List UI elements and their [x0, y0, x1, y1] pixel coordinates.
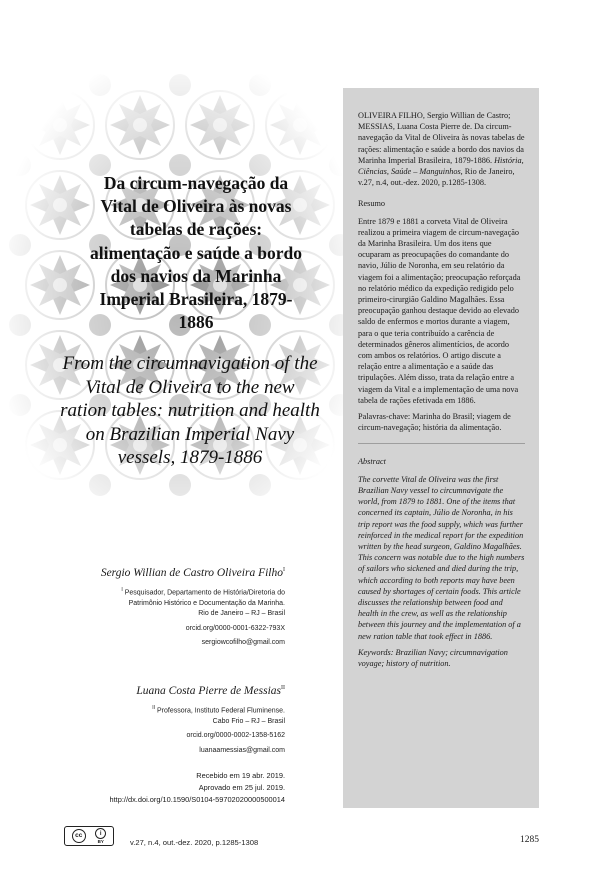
abstract-label: Abstract: [358, 457, 386, 467]
palavras-chave: Palavras-chave: Marinha do Brasil; viagem de circum-navegação; história da alimentação.: [358, 412, 511, 433]
author-email[interactable]: luanaamessias@gmail.com: [199, 746, 285, 754]
submission-dates: [196, 770, 285, 794]
author-marker: II: [281, 685, 285, 691]
resumo-text: Entre 1879 e 1881 a corveta Vital de Oliveira realizou a primeira viagem de circum-navegação da Marinha Brasileira. Um dos itens que ocuparam as preocupações do comandante do navio, Júlio de Noronha, em seu relatório da viagem foi a alimentação; preocupação reforçada no relatório médico da expedição redigido pelo primeiro-cirurgião Galdino Magalhães. Essa preocupação ganhou destaque devido ao elevado saldo de enfermos e mortos durante a viagem, para o que teria contribuído a carência de determinados gêneros alimentícios, de acordo com ambos os relatórios. O artigo discute a relação entre a alimentação e a saúde das tripulações. Além disso, trata da relação entre a viagem da Vital e a implementação de uma nova tabela de rações efetivada em 1886.: [358, 216, 521, 405]
page-number: 1285: [520, 835, 539, 845]
author-location: Rio de Janeiro – RJ – Brasil: [198, 610, 285, 618]
affiliation-marker: I: [121, 586, 123, 593]
author-name: Sergio Willian de Castro Oliveira Filho$^I$: [100, 566, 285, 579]
article-title-english: From the circumnavigation of the Vital de Oliveira to the new ration tables: nutrition and health on Brazilian Imperial Navy vessels, 1879-1886: [60, 353, 320, 468]
license-badge[interactable]: [64, 826, 114, 846]
author-name: Luana Costa Pierre de Messias$^{II}$: [136, 684, 285, 697]
creative-commons-icon: cc: [72, 829, 86, 843]
affiliation-marker: II: [152, 704, 156, 711]
author-block-1: [101, 563, 285, 649]
keywords: Keywords: Brazilian Navy; circumnavigation voyage; history of nutrition.: [358, 647, 508, 668]
approved-date: Aprovado em 25 jul. 2019.: [198, 783, 285, 792]
author-orcid[interactable]: orcid.org/0000-0001-6322-793X: [185, 624, 285, 632]
attribution-icon: i: [95, 828, 106, 839]
volume-info: v.27, n.4, out.-dez. 2020, p.1285-1308: [130, 838, 259, 847]
author-email[interactable]: sergiowcofilho@gmail.com: [201, 639, 285, 647]
author-location: Cabo Frio – RJ – Brasil: [212, 717, 285, 725]
by-label: BY: [97, 839, 104, 844]
author-affiliation: $^I$ Pesquisador, Departamento de História/Diretoria do: [121, 586, 285, 597]
author-block-2: [136, 681, 285, 756]
article-title-portuguese: Da circum-navegação da Vital de Oliveira às novas tabelas de rações: alimentação e saúde a bordo dos navios da Marinha Imperial Brasileira, 1879-1886: [90, 173, 302, 333]
journal-name: História, Ciências, Saúde – Manguinhos: [358, 155, 524, 177]
abstract-text: The corvette Vital de Oliveira was the first Brazilian Navy vessel to circumnavigate the world, from 1879 to 1881. One of the items that concerned its captain, Júlio de Noronha, in his trip report was the food supply, which was further reinforced in the medical report for the expedition written by the head surgeon, Galdino Magalhães. This concern was notable due to the high numbers of sailors who sickened and died during the trip, which according to both reports may have been caused by shortages of certain foods. This article discusses the relationship between food and health in the crew, as well as the relationship between this journey and the implementation of a new ration table that took effect in 1886.: [358, 474, 525, 641]
author-affiliation: $^{II}$ Professora, Instituto Federal Fluminense.: [152, 704, 285, 715]
author-affiliation-line: Patrimônio Histórico e Documentação da Marinha.: [128, 599, 285, 607]
author-orcid[interactable]: orcid.org/0000-0002-1358-5162: [186, 732, 285, 740]
author-marker: I: [283, 567, 285, 573]
section-divider: [358, 443, 525, 444]
cc-by-badge: [64, 826, 114, 846]
doi-link[interactable]: http://dx.doi.org/10.1590/S0104-59702020000500014: [109, 795, 285, 804]
received-date: Recebido em 19 abr. 2019.: [196, 771, 285, 780]
citation: OLIVEIRA FILHO, Sergio Willian de Castro; MESSIAS, Luana Costa Pierre de. Da circum-navegação da Vital de Oliveira às novas tabelas de rações: alimentação e saúde a bordo dos navios da Marinha Imperial Brasileira, 1879-1886. História, Ciências, Saúde – Manguinhos, Rio de Janeiro, v.27, n.4, out.-dez. 2020, p.1285-1308.: [358, 111, 525, 188]
resumo-label: Resumo: [358, 199, 386, 209]
abstract-sidebar: [343, 88, 539, 808]
